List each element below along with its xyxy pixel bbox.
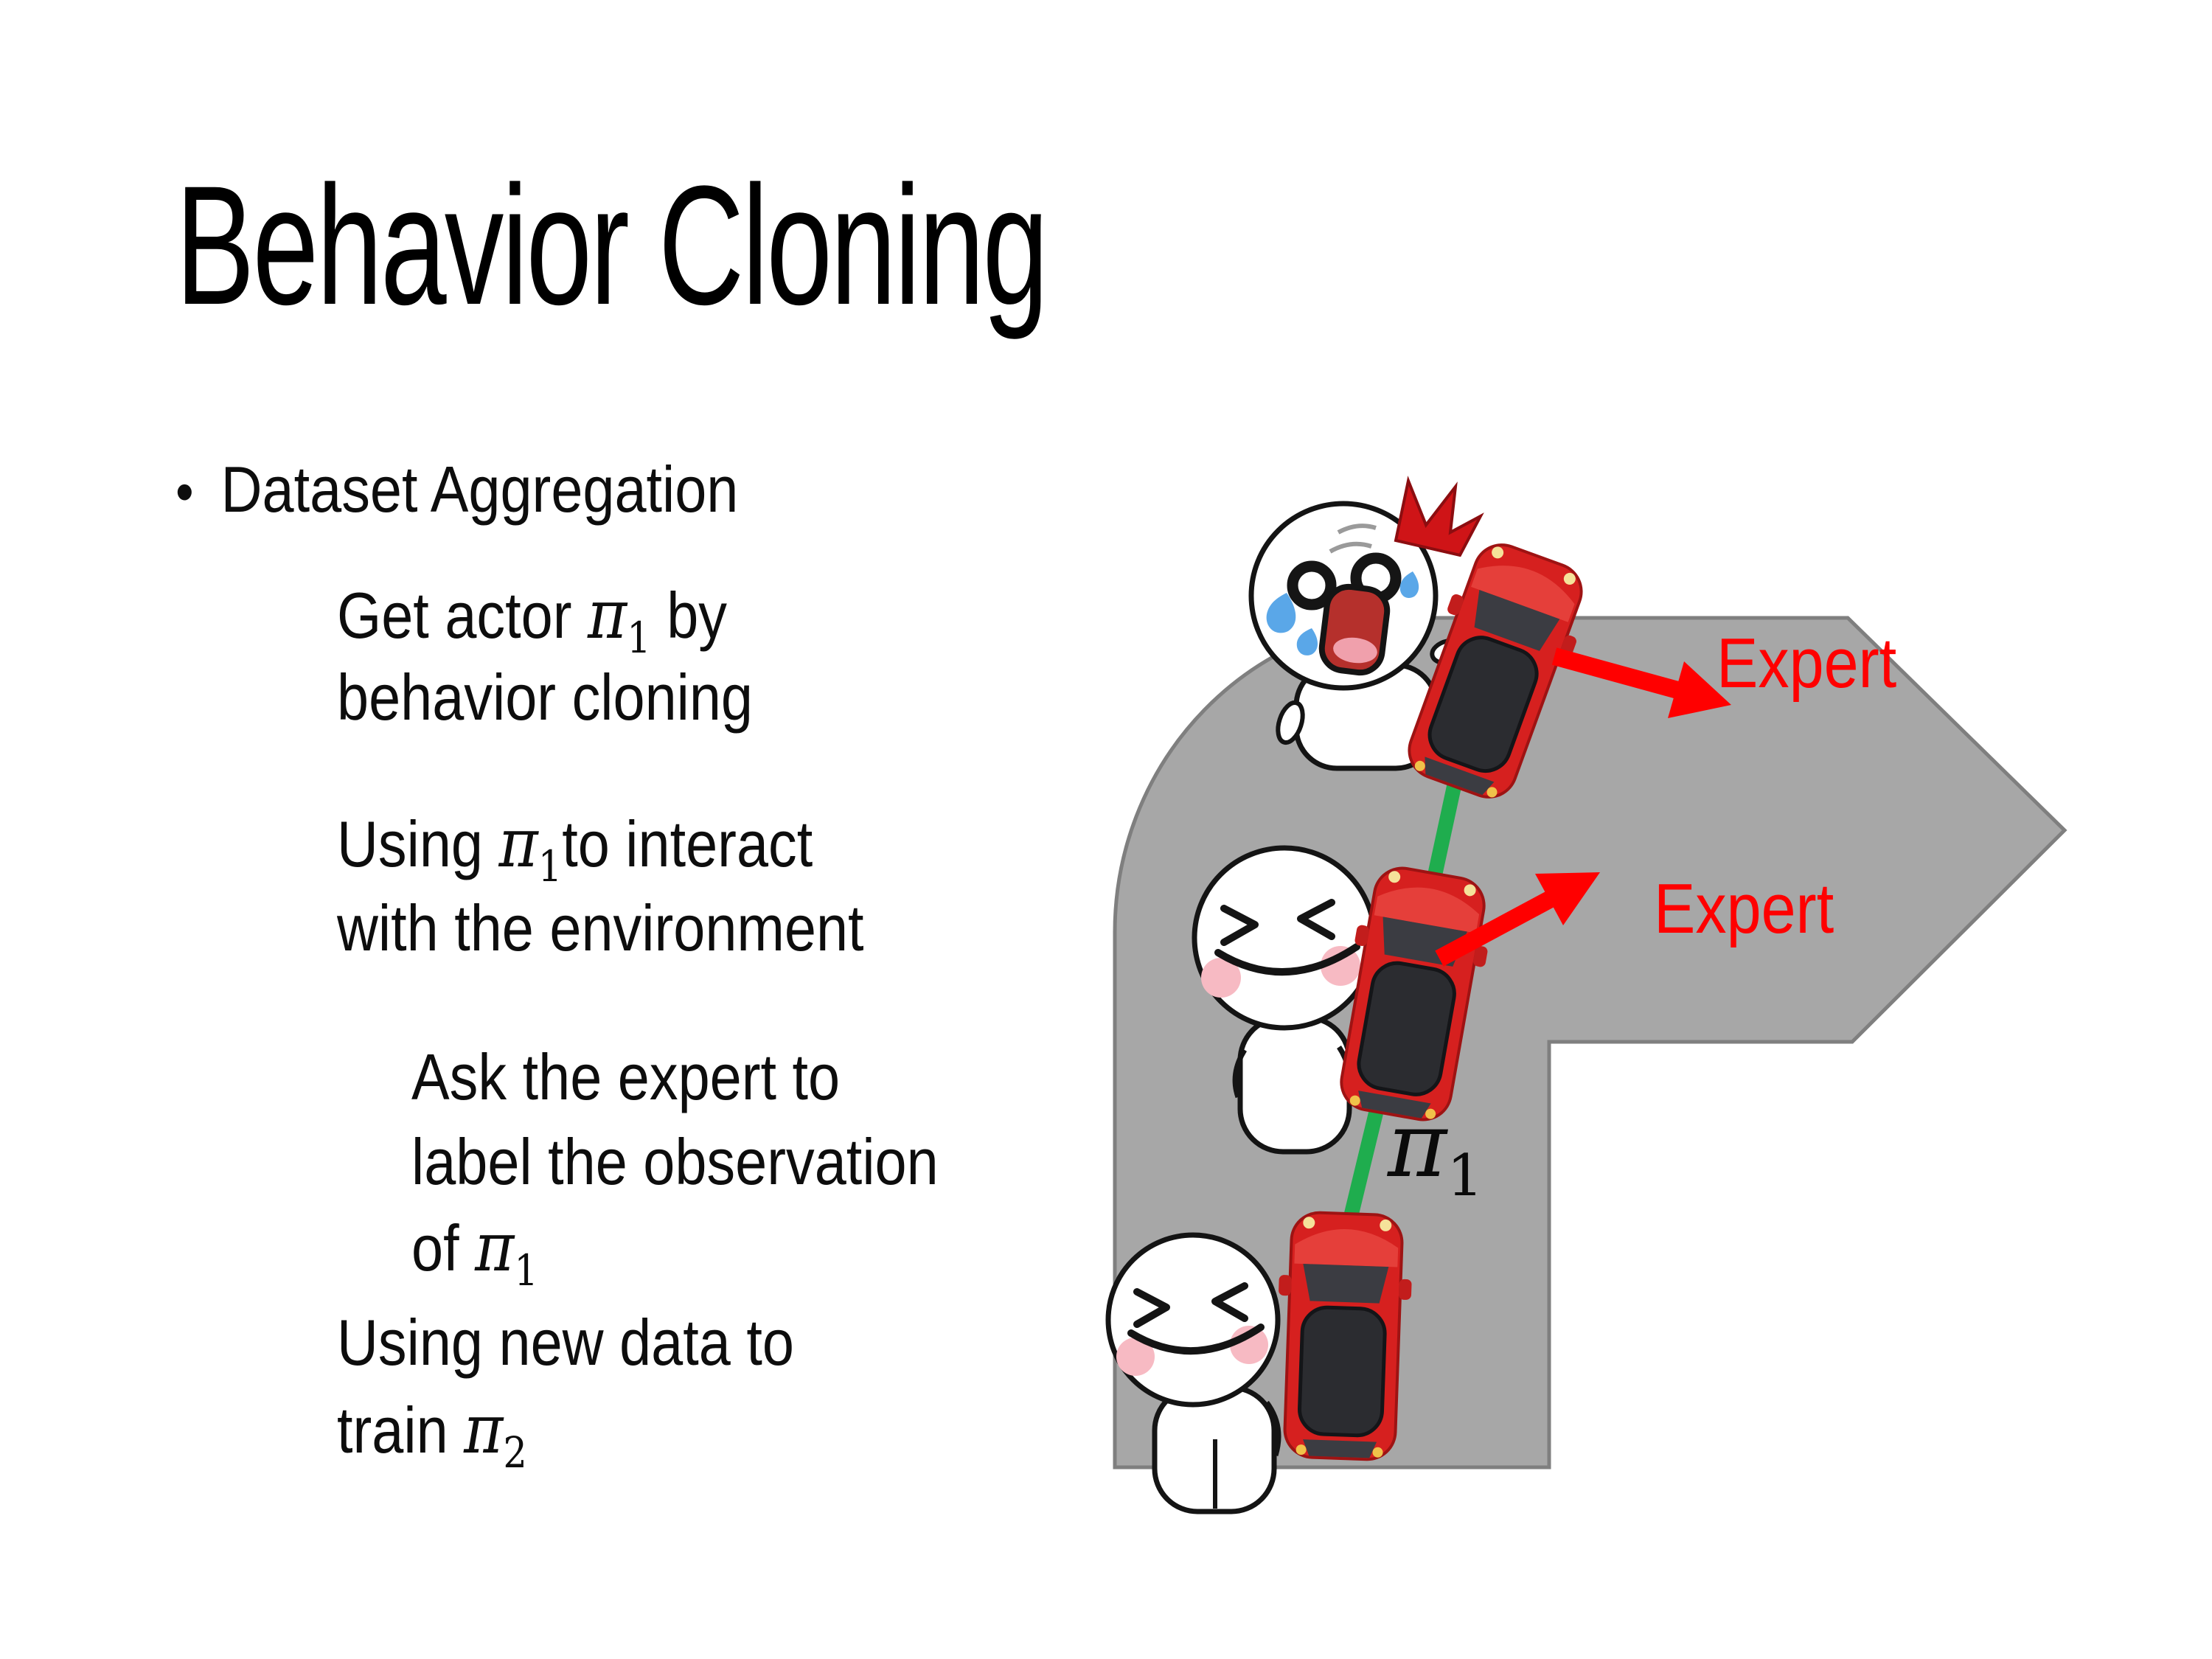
text-segment: by xyxy=(650,579,728,652)
expert-label-top: Expert xyxy=(1717,624,1897,703)
pi-subscript: 1 xyxy=(627,613,651,663)
pi-symbol: π xyxy=(475,1208,515,1287)
pi-symbol: π xyxy=(464,1390,504,1469)
car-bottom xyxy=(1273,1211,1413,1461)
bullet-icon: • xyxy=(175,459,194,524)
text-segment: Ask the expert to xyxy=(411,1040,841,1113)
text-segment: Using xyxy=(337,807,499,880)
text-segment: train xyxy=(337,1394,465,1467)
text-segment: label the observation xyxy=(411,1125,939,1198)
text-segment: Get actor xyxy=(337,579,588,652)
sticker-body xyxy=(1240,1018,1349,1152)
pi-symbol: π xyxy=(588,575,627,654)
bullet-text: Dataset Aggregation xyxy=(220,453,739,526)
pi-subscript: 2 xyxy=(503,1427,527,1478)
text-segment: to interact xyxy=(562,807,813,880)
text-segment: Using new data to xyxy=(337,1306,794,1379)
shock-spike-icon xyxy=(1396,481,1481,555)
sticker-head xyxy=(1194,848,1374,1028)
pi-subscript: 1 xyxy=(538,841,563,891)
pi-symbol: π xyxy=(1388,1093,1447,1197)
sticker-head xyxy=(1108,1235,1278,1405)
expert-label-middle: Expert xyxy=(1654,869,1834,948)
slide-title: Behavior Cloning xyxy=(175,150,1047,340)
pi-subscript: 1 xyxy=(514,1245,538,1295)
text-segment: with the environment xyxy=(337,891,864,964)
pi-symbol: π xyxy=(498,804,538,883)
text-segment: behavior cloning xyxy=(337,661,753,734)
text-segment: of xyxy=(411,1211,476,1284)
pi-subscript: 1 xyxy=(1447,1143,1484,1209)
eye-left xyxy=(1293,566,1331,605)
pi1-trajectory-label xyxy=(1388,1093,1484,1209)
laughing-face-sticker-bottom xyxy=(1108,1235,1279,1512)
